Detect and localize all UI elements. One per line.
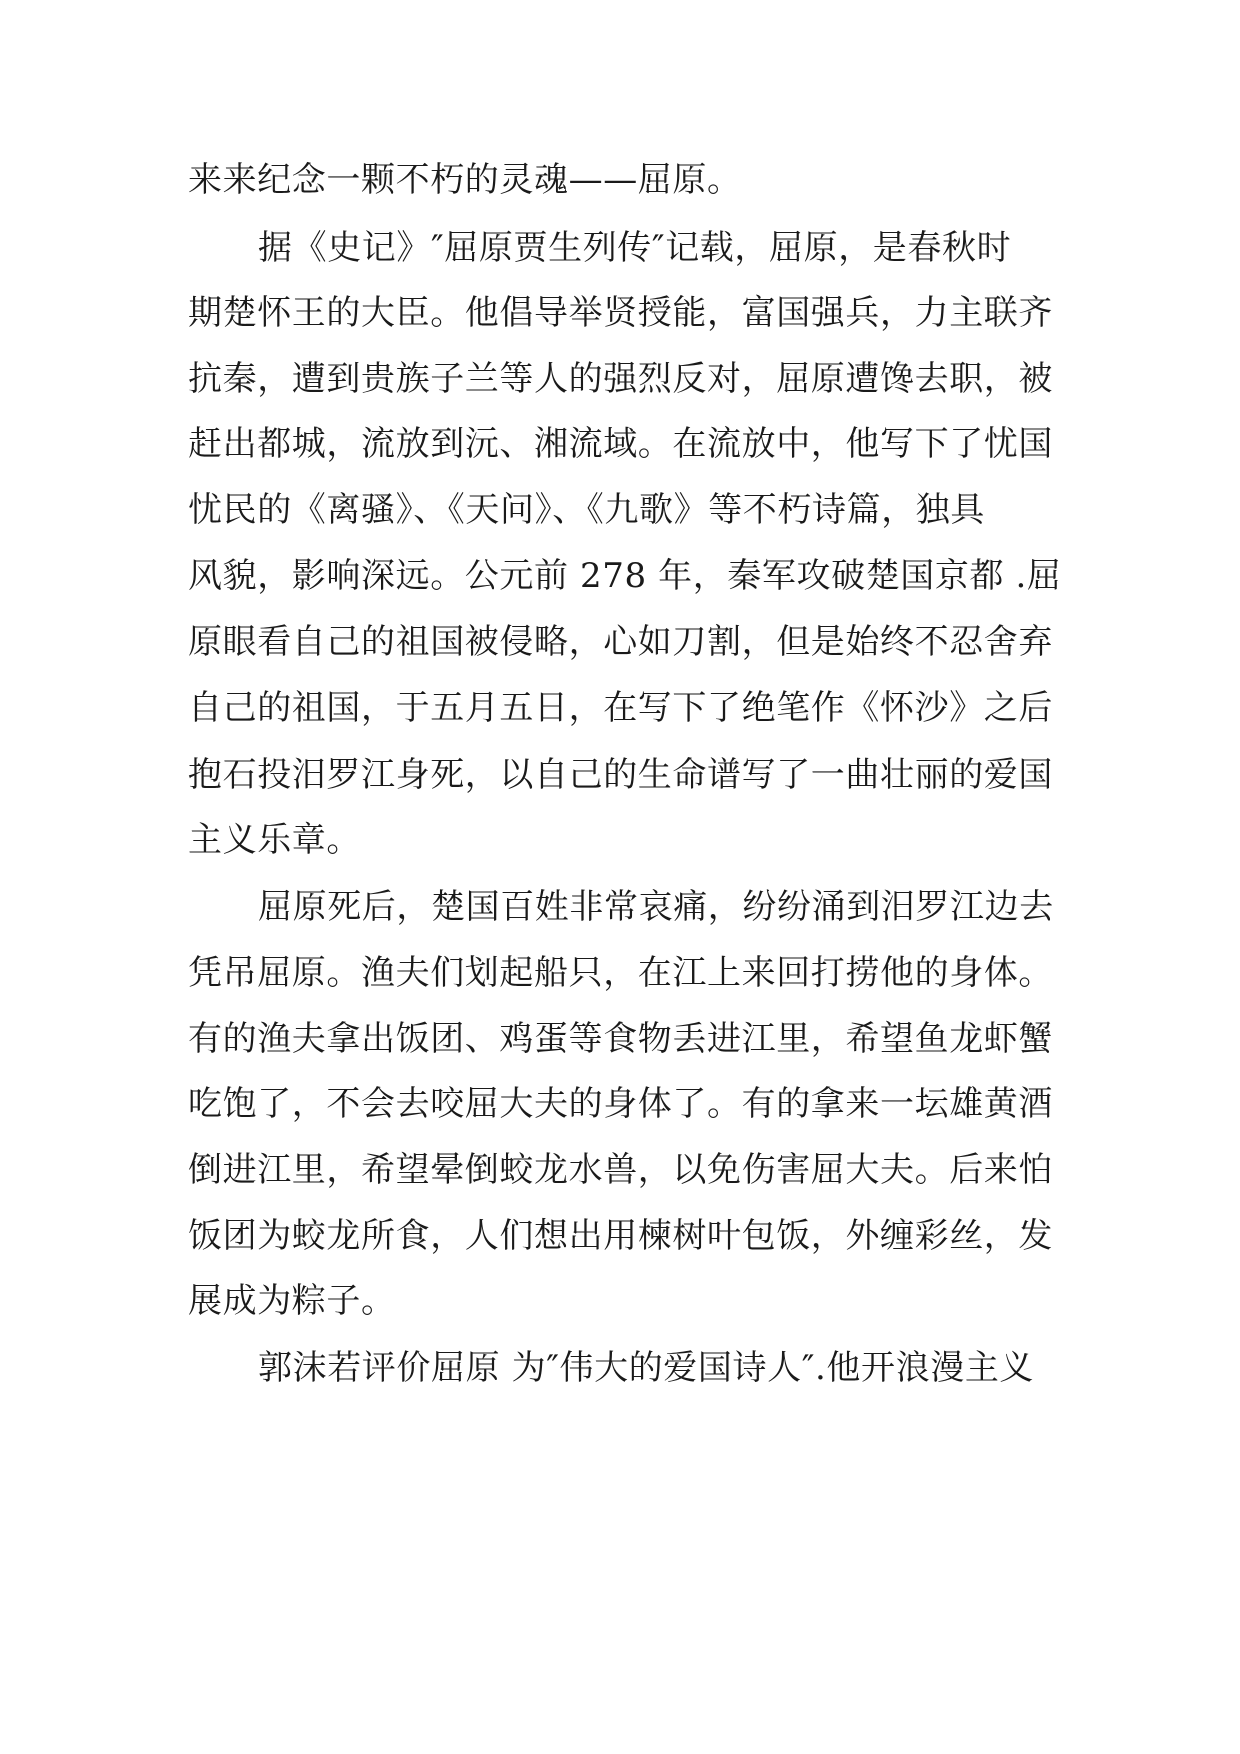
text-line: 自己的祖国，于五月五日，在写下了绝笔作《怀沙》之后 <box>188 688 1053 728</box>
text-line: 吃饱了，不会去咬屈大夫的身体了。有的拿来一坛雄黄酒 <box>188 1084 1053 1124</box>
text-line: 来来纪念一颗不朽的灵魂——屈原。 <box>188 160 742 200</box>
text-line: 原眼看自己的祖国被侵略，心如刀割，但是始终不忍舍弃 <box>188 622 1053 662</box>
text-line: 倒进江里，希望晕倒蛟龙水兽，以免伤害屈大夫。后来怕 <box>188 1150 1053 1190</box>
text-line: 有的渔夫拿出饭团、鸡蛋等食物丢进江里，希望鱼龙虾蟹 <box>188 1019 1053 1059</box>
paragraph-start-line: 郭沫若评价屈原 为″伟大的爱国诗人″.他开浪漫主义 <box>258 1348 1035 1388</box>
text-line: 展成为粽子。 <box>188 1281 396 1321</box>
text-line: 主义乐章。 <box>188 820 361 860</box>
text-line: 饭团为蛟龙所食，人们想出用楝树叶包饭，外缠彩丝，发 <box>188 1216 1053 1256</box>
text-line: 抱石投汨罗江身死，以自己的生命谱写了一曲壮丽的爱国 <box>188 755 1053 795</box>
text-line: 风貌，影响深远。公元前 278 年，秦军攻破楚国京都 .屈 <box>188 556 1062 596</box>
text-line: 抗秦，遭到贵族子兰等人的强烈反对，屈原遭馋去职，被 <box>188 359 1053 399</box>
paragraph-start-line: 屈原死后，楚国百姓非常哀痛，纷纷涌到汨罗江边去 <box>258 887 1054 927</box>
text-line: 凭吊屈原。渔夫们划起船只，在江上来回打捞他的身体。 <box>188 953 1053 993</box>
text-line: 期楚怀王的大臣。他倡导举贤授能，富国强兵，力主联齐 <box>188 293 1053 333</box>
paragraph-start-line: 据《史记》″屈原贾生列传″记载，屈原，是春秋时 <box>258 228 1012 268</box>
text-line: 赶出都城，流放到沅、湘流域。在流放中，他写下了忧国 <box>188 424 1053 464</box>
text-line: 忧民的《离骚》、《天问》、《九歌》等不朽诗篇，独具 <box>188 490 985 530</box>
